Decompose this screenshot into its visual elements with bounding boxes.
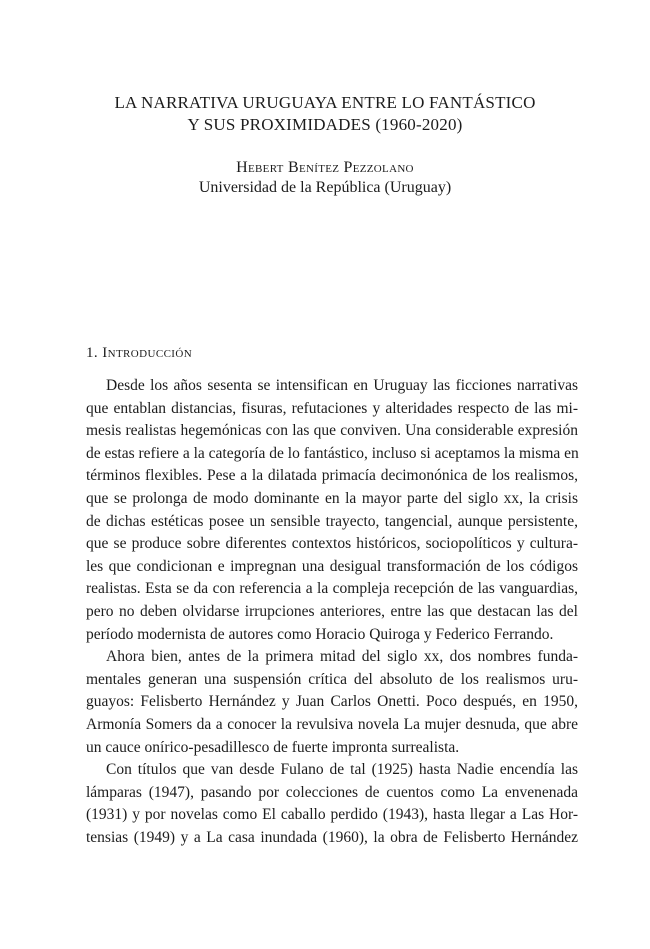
author-affiliation: Universidad de la República (Uruguay) [198, 179, 452, 196]
text-line: que se prolonga de modo dominante en la mayor parte del siglo xx, la crisis [86, 489, 578, 507]
text-line: Ahora bien, antes de la primera mitad del siglo xx, dos nombres funda- [106, 648, 578, 666]
text-line: de estas refiere a la categoría de lo fantástico, incluso si aceptamos la misma en [86, 444, 579, 462]
paragraph-2 [86, 646, 578, 759]
text-line: lámparas (1947), pasando por colecciones de cuentos como La envenenada [86, 783, 578, 801]
text-line: Armonía Somers da a conocer la revulsiva novela La mujer desnuda, que abre [86, 715, 578, 733]
title-line-2: Y SUS PROXIMIDADES (1960-2020) [187, 115, 463, 134]
text-line: que entablan distancias, fisuras, refutaciones y alteridades respecto de las mi- [86, 399, 578, 417]
text-line: mesis realistas hegemónicas con las que conviven. Una considerable expresión [86, 422, 578, 440]
title-line-1: LA NARRATIVA URUGUAYA ENTRE LO FANTÁSTICO [114, 93, 536, 112]
text-line: pero no deben olvidarse irrupciones anteriores, entre las que destacan las del [86, 602, 578, 620]
text-line: tensias (1949) y a La casa inundada (1960), la obra de Felisberto Hernández [86, 828, 578, 846]
body-text [86, 375, 578, 849]
author-name: Hebert Benítez Pezzolano [236, 159, 414, 176]
text-line: Desde los años sesenta se intensifican en Uruguay las ficciones narrativas [106, 377, 578, 394]
text-line: un cauce onírico-pesadillesco de fuerte impronta surrealista. [86, 738, 460, 756]
text-line: realistas. Esta se da con referencia a la compleja recepción de las vanguardias, [86, 580, 578, 598]
article-title [60, 92, 590, 136]
text-line: (1931) y por novelas como El caballo perdido (1943), hasta llegar a Las Hor- [86, 806, 578, 824]
text-line: términos flexibles. Pese a la dilatada primacía decimonónica de los realismos, [86, 467, 578, 485]
text-line: que se produce sobre diferentes contextos históricos, sociopolíticos y cultura- [86, 535, 578, 553]
text-line: período modernista de autores como Horacio Quiroga y Federico Ferrando. [86, 625, 554, 643]
text-line: Con títulos que van desde Fulano de tal (1925) hasta Nadie encendía las [106, 761, 578, 779]
text-line: guayos: Felisberto Hernández y Juan Carlos Onetti. Poco después, en 1950, [86, 693, 578, 711]
text-line: mentales generan una suspensión crítica del absoluto de los realismos uru- [86, 670, 578, 688]
text-line: de dichas estéticas posee un sensible trayecto, tangencial, aunque persistente, [86, 512, 578, 530]
paragraph-1 [86, 375, 578, 646]
text-line: les que condicionan e impregnan una desigual transformación de los códigos [86, 557, 578, 575]
paragraph-3 [86, 759, 578, 849]
section-heading: 1. Introducción [86, 345, 193, 361]
